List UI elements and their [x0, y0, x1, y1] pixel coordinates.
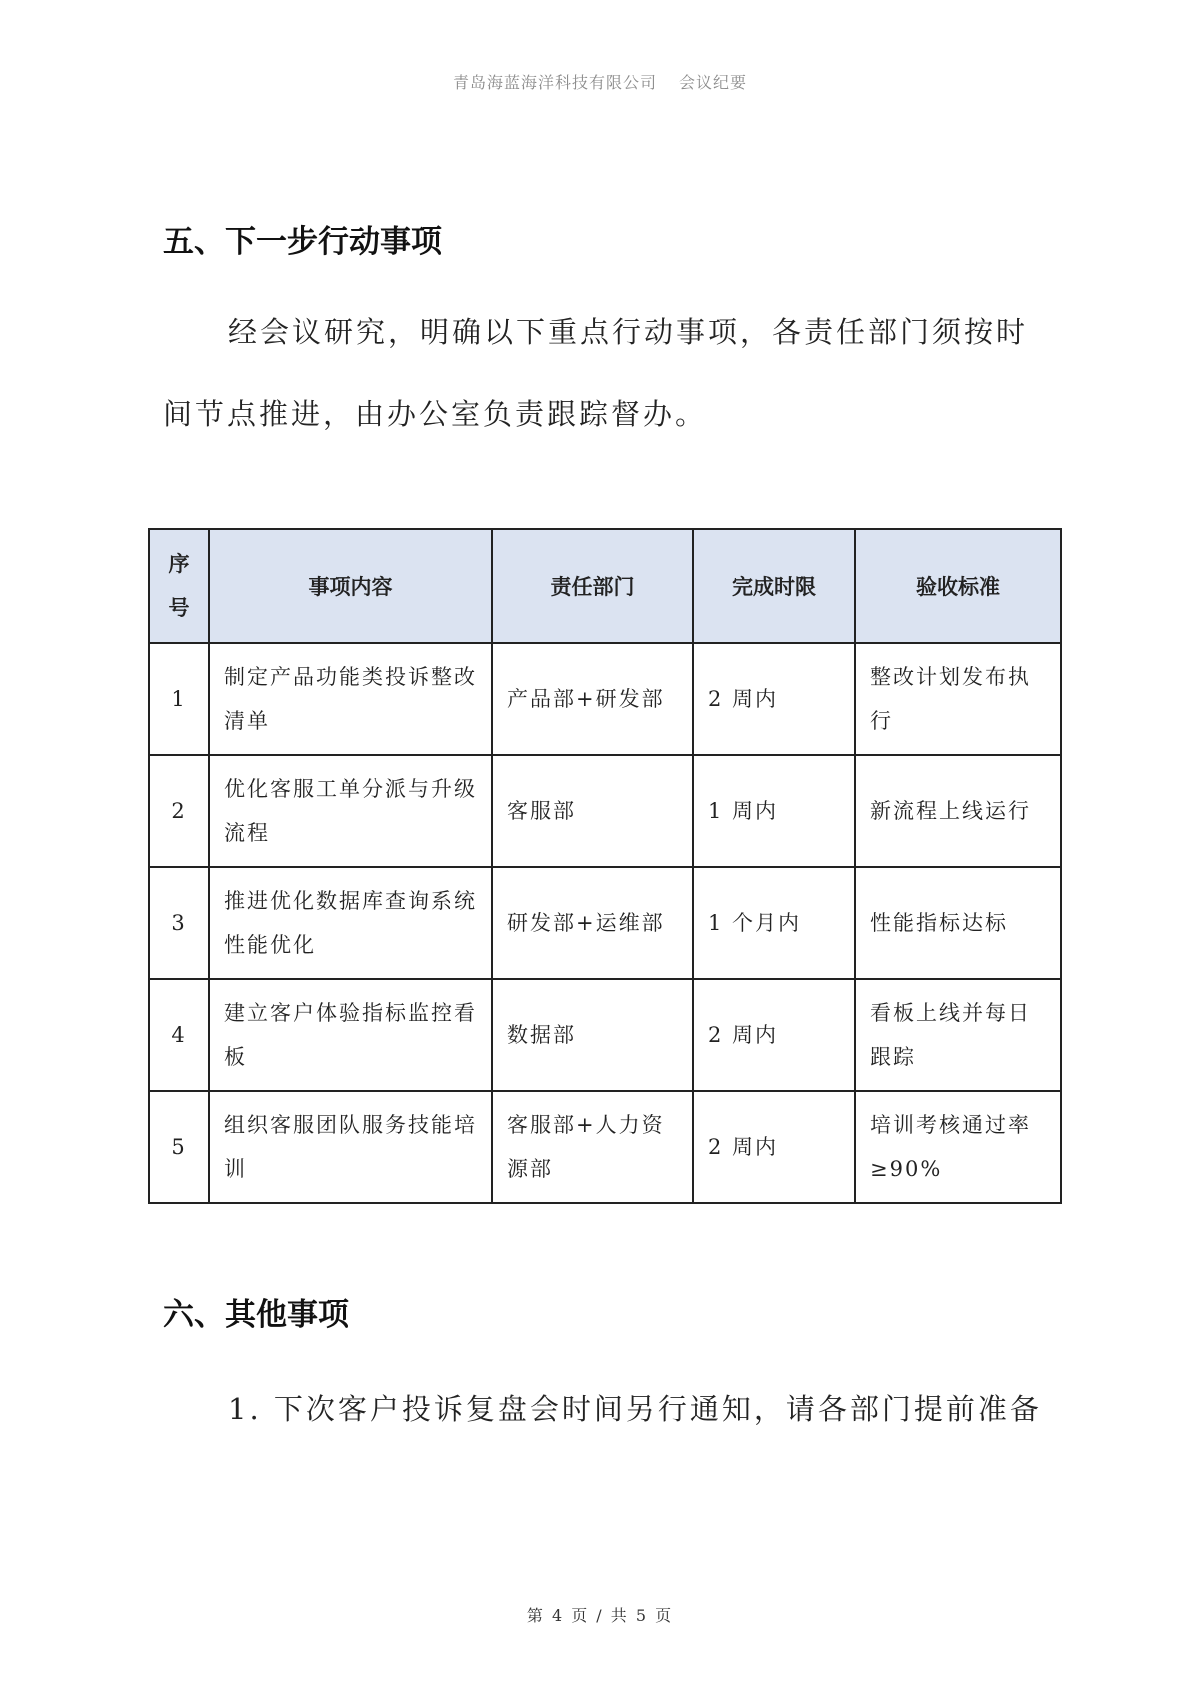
row-number: 5 [149, 1091, 209, 1203]
row-department: 客服部+人力资源部 [492, 1091, 693, 1203]
row-content: 制定产品功能类投诉整改清单 [209, 643, 492, 755]
row-number: 3 [149, 867, 209, 979]
table-row [149, 867, 1061, 979]
row-criteria: 性能指标达标 [855, 867, 1061, 979]
row-deadline: 2 周内 [693, 643, 855, 755]
row-department: 研发部+运维部 [492, 867, 693, 979]
header-company: 青岛海蓝海洋科技有限公司 [452, 73, 657, 92]
row-number: 1 [149, 643, 209, 755]
row-criteria: 新流程上线运行 [855, 755, 1061, 867]
row-criteria: 整改计划发布执行 [855, 643, 1061, 755]
row-department: 产品部+研发部 [492, 643, 693, 755]
table-row [149, 979, 1061, 1091]
header-doc-type: 会议纪要 [679, 73, 748, 92]
header-cell-deadline: 完成时限 [693, 529, 855, 643]
section-6-title: 六、其他事项 [163, 1297, 349, 1333]
row-criteria: 看板上线并每日跟踪 [855, 979, 1061, 1091]
row-deadline: 2 周内 [693, 979, 855, 1091]
row-content: 推进优化数据库查询系统性能优化 [209, 867, 492, 979]
table-header-row [149, 529, 1061, 643]
header-cell-number: 序 号 [149, 529, 209, 643]
row-department: 数据部 [492, 979, 693, 1091]
row-number: 4 [149, 979, 209, 1091]
row-number: 2 [149, 755, 209, 867]
page-footer: 第 4 页 / 共 5 页 [526, 1606, 674, 1625]
section-5-paragraph-line-2: 间节点推进，由办公室负责跟踪督办。 [163, 397, 708, 431]
header-cell-criteria: 验收标准 [855, 529, 1061, 643]
row-deadline: 1 个月内 [693, 867, 855, 979]
action-items-table [148, 528, 1062, 1204]
section-5-paragraph-line-1: 经会议研究，明确以下重点行动事项，各责任部门须按时 [228, 315, 1029, 349]
table-row [149, 755, 1061, 867]
row-deadline: 1 周内 [693, 755, 855, 867]
table-row [149, 643, 1061, 755]
row-department: 客服部 [492, 755, 693, 867]
row-content: 优化客服工单分派与升级流程 [209, 755, 492, 867]
header-cell-content: 事项内容 [209, 529, 492, 643]
row-deadline: 2 周内 [693, 1091, 855, 1203]
row-criteria: 培训考核通过率≥90% [855, 1091, 1061, 1203]
section-6-item-1: 1. 下次客户投诉复盘会时间另行通知，请各部门提前准备 [228, 1392, 1042, 1426]
header-cell-department: 责任部门 [492, 529, 693, 643]
table-row [149, 1091, 1061, 1203]
section-5-title: 五、下一步行动事项 [163, 224, 442, 260]
row-content: 组织客服团队服务技能培训 [209, 1091, 492, 1203]
row-content: 建立客户体验指标监控看板 [209, 979, 492, 1091]
page-header [0, 70, 1200, 93]
